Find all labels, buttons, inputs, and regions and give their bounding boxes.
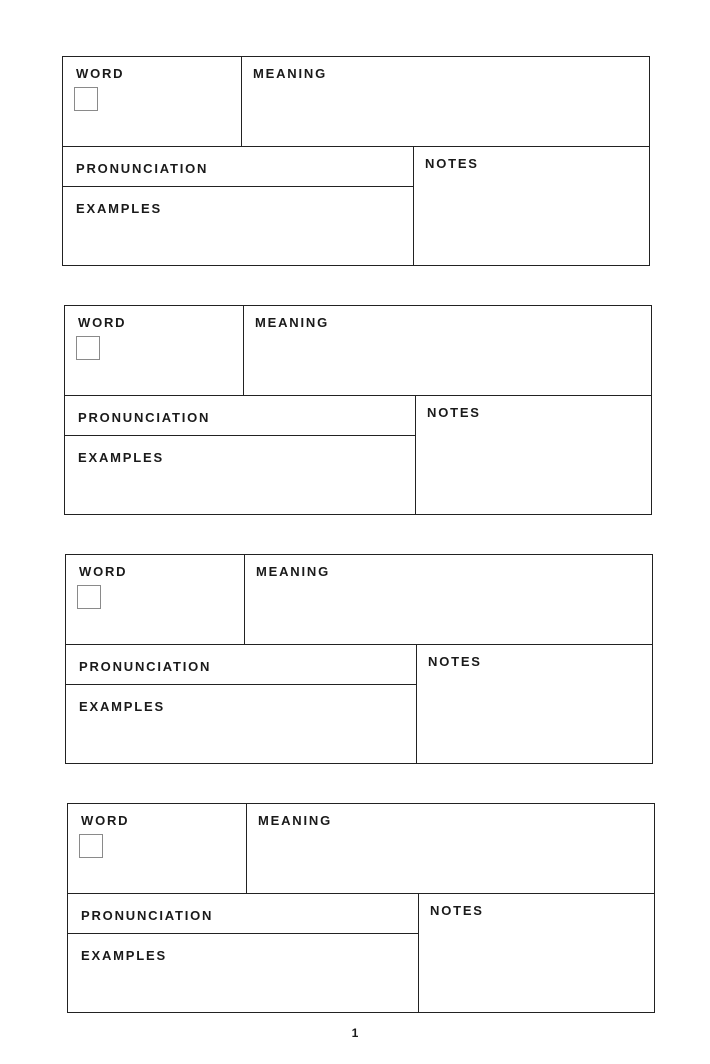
pronunciation-cell[interactable]: [68, 894, 419, 934]
word-cell[interactable]: [66, 555, 245, 645]
pronunciation-label: PRONUNCIATION: [78, 410, 211, 425]
word-label: WORD: [78, 315, 127, 330]
meaning-label: MEANING: [253, 66, 327, 81]
word-label: WORD: [81, 813, 130, 828]
meaning-label: MEANING: [255, 315, 329, 330]
notes-label: NOTES: [428, 654, 482, 669]
notes-cell[interactable]: [417, 645, 652, 763]
notes-cell[interactable]: [419, 894, 654, 1012]
examples-cell[interactable]: [66, 685, 417, 763]
meaning-cell[interactable]: [247, 804, 654, 894]
word-label: WORD: [79, 564, 128, 579]
notes-label: NOTES: [427, 405, 481, 420]
pronunciation-label: PRONUNCIATION: [76, 161, 209, 176]
word-checkbox[interactable]: [74, 87, 98, 111]
examples-label: EXAMPLES: [78, 450, 164, 465]
word-checkbox[interactable]: [77, 585, 101, 609]
notes-cell[interactable]: [416, 396, 651, 514]
notes-label: NOTES: [430, 903, 484, 918]
meaning-label: MEANING: [258, 813, 332, 828]
notes-cell[interactable]: [414, 147, 649, 265]
word-checkbox[interactable]: [79, 834, 103, 858]
meaning-cell[interactable]: [245, 555, 652, 645]
examples-label: EXAMPLES: [76, 201, 162, 216]
word-checkbox[interactable]: [76, 336, 100, 360]
word-cell[interactable]: [65, 306, 244, 396]
word-cell[interactable]: [63, 57, 242, 147]
vocabulary-card-1: [62, 56, 650, 266]
examples-cell[interactable]: [63, 187, 414, 265]
vocabulary-card-2: [64, 305, 652, 515]
pronunciation-label: PRONUNCIATION: [79, 659, 212, 674]
pronunciation-label: PRONUNCIATION: [81, 908, 214, 923]
notes-label: NOTES: [425, 156, 479, 171]
examples-cell[interactable]: [65, 436, 416, 514]
vocabulary-card-3: [65, 554, 653, 764]
examples-label: EXAMPLES: [81, 948, 167, 963]
examples-cell[interactable]: [68, 934, 419, 1012]
examples-label: EXAMPLES: [79, 699, 165, 714]
pronunciation-cell[interactable]: [63, 147, 414, 187]
word-label: WORD: [76, 66, 125, 81]
page-number: 1: [351, 1026, 359, 1040]
meaning-label: MEANING: [256, 564, 330, 579]
meaning-cell[interactable]: [244, 306, 651, 396]
vocabulary-card-4: [67, 803, 655, 1013]
word-cell[interactable]: [68, 804, 247, 894]
pronunciation-cell[interactable]: [66, 645, 417, 685]
meaning-cell[interactable]: [242, 57, 649, 147]
pronunciation-cell[interactable]: [65, 396, 416, 436]
